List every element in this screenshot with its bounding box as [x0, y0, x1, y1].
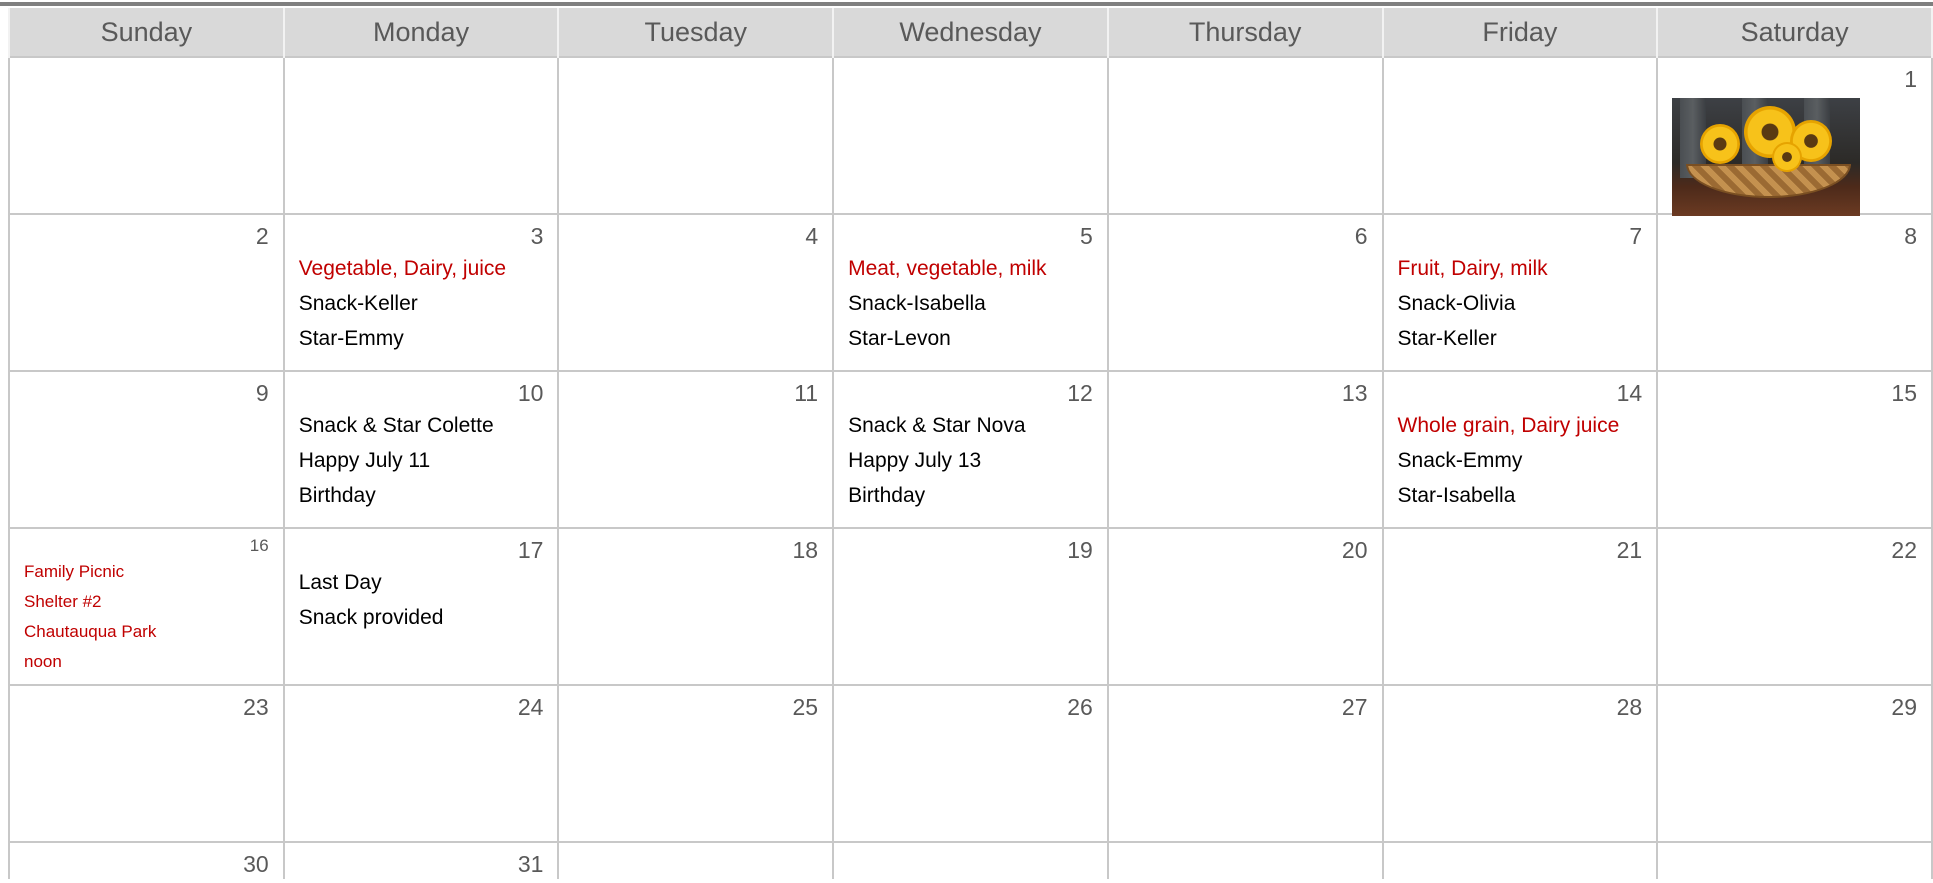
day-cell-content	[10, 686, 283, 841]
event-text: Vegetable, Dairy, juice	[298, 257, 507, 280]
event-text: Star-Keller	[1397, 327, 1497, 350]
day-cell-content	[285, 529, 558, 684]
day-cell[interactable]	[284, 842, 559, 879]
day-cell[interactable]	[284, 371, 559, 528]
day-number: 25	[792, 694, 819, 720]
day-cell[interactable]	[833, 57, 1108, 214]
event-text: Snack & Star Colette	[298, 414, 494, 437]
event-text: Happy July 11	[298, 449, 431, 472]
day-number: 3	[530, 223, 544, 249]
event-text: Star-Levon	[848, 327, 951, 350]
week-row	[9, 57, 1932, 214]
day-cell[interactable]	[9, 214, 284, 371]
day-number	[1398, 849, 1643, 879]
day-number	[1123, 849, 1368, 879]
day-number: 4	[805, 223, 819, 249]
day-cell[interactable]	[284, 214, 559, 371]
day-cell[interactable]	[558, 214, 833, 371]
day-cell-content	[1384, 58, 1657, 213]
week-row	[9, 371, 1932, 528]
day-cell-content	[834, 843, 1107, 879]
event-text: Star-Emmy	[298, 327, 404, 350]
day-cell-content	[10, 58, 283, 213]
day-cell-content	[834, 215, 1107, 370]
event-text: Star-Isabella	[1397, 484, 1516, 507]
day-cell[interactable]	[284, 57, 559, 214]
day-number: 21	[1616, 537, 1643, 563]
event-text: Fruit, Dairy, milk	[1397, 257, 1548, 280]
day-number: 15	[1891, 380, 1917, 406]
day-cell[interactable]	[1657, 842, 1932, 879]
day-cell-content	[1109, 529, 1382, 684]
day-cell[interactable]	[833, 214, 1108, 371]
day-cell-content	[10, 843, 283, 879]
day-cell[interactable]	[1383, 685, 1658, 842]
day-cell-content	[1109, 58, 1382, 213]
event-text: Birthday	[298, 484, 376, 507]
day-number: 28	[1616, 694, 1643, 720]
day-number: 20	[1341, 537, 1368, 563]
day-cell[interactable]	[1108, 528, 1383, 685]
event-text: Snack-Olivia	[1397, 292, 1516, 315]
weekday-header: Saturday	[1657, 8, 1932, 57]
day-number: 10	[517, 380, 544, 406]
day-cell[interactable]	[558, 685, 833, 842]
day-cell[interactable]	[1108, 371, 1383, 528]
day-cell[interactable]	[1108, 685, 1383, 842]
event-text: Snack provided	[298, 606, 444, 629]
event-text: Chautauqua Park	[24, 622, 157, 641]
day-cell[interactable]	[558, 371, 833, 528]
day-cell-content	[1384, 843, 1657, 879]
day-cell-content	[285, 372, 558, 527]
day-cell[interactable]	[284, 528, 559, 685]
day-cell-content	[10, 372, 283, 527]
day-cell[interactable]	[1108, 214, 1383, 371]
day-cell[interactable]	[1657, 528, 1932, 685]
weekday-header: Tuesday	[558, 8, 833, 57]
day-cell[interactable]	[284, 685, 559, 842]
day-cell-content	[1384, 686, 1657, 841]
day-cell-content	[559, 843, 832, 879]
day-number: 9	[255, 380, 269, 406]
day-cell-content	[1658, 372, 1931, 527]
day-number: 5	[1080, 223, 1093, 249]
day-cell-content	[559, 372, 832, 527]
event-text: Family Picnic	[24, 562, 125, 581]
weekday-header: Monday	[284, 8, 559, 57]
event-text: Snack-Keller	[298, 292, 418, 315]
day-number: 29	[1891, 694, 1917, 720]
day-number: 24	[517, 694, 544, 720]
day-cell-content	[559, 686, 832, 841]
day-cell[interactable]	[833, 528, 1108, 685]
day-cell-content	[285, 686, 558, 841]
day-number	[573, 64, 818, 94]
day-number: 1	[1904, 66, 1917, 92]
day-cell[interactable]	[1383, 214, 1658, 371]
weekday-header: Sunday	[9, 8, 284, 57]
event-text: Shelter #2	[24, 592, 102, 611]
event-text: Snack-Isabella	[848, 292, 986, 315]
day-cell[interactable]	[1108, 57, 1383, 214]
day-number	[848, 849, 1093, 879]
day-cell-content	[559, 58, 832, 213]
weekday-header-row	[9, 8, 1932, 57]
day-number: 23	[243, 694, 269, 720]
day-cell[interactable]	[9, 842, 284, 879]
day-cell[interactable]	[1108, 842, 1383, 879]
day-cell[interactable]	[1383, 842, 1658, 879]
day-number: 8	[1904, 223, 1917, 249]
day-cell-content	[1658, 686, 1931, 841]
day-cell[interactable]	[558, 57, 833, 214]
day-number: 7	[1629, 223, 1643, 249]
day-cell-content	[1384, 372, 1657, 527]
day-cell-content	[1658, 843, 1931, 879]
week-row	[9, 528, 1932, 685]
day-cell-content	[1658, 58, 1931, 213]
day-number: 14	[1616, 380, 1643, 406]
day-number: 22	[1891, 537, 1917, 563]
day-cell-content	[1109, 686, 1382, 841]
day-cell-content	[285, 215, 558, 370]
day-cell-content	[559, 215, 832, 370]
day-number	[24, 64, 269, 94]
week-row	[9, 214, 1932, 371]
event-text: Happy July 13	[848, 449, 982, 472]
day-cell-content	[1384, 215, 1657, 370]
event-text: noon	[24, 652, 62, 671]
day-cell[interactable]	[9, 685, 284, 842]
weekday-header: Thursday	[1108, 8, 1383, 57]
day-cell[interactable]	[9, 57, 284, 214]
day-cell[interactable]	[833, 685, 1108, 842]
day-number: 6	[1354, 223, 1368, 249]
day-number	[1123, 64, 1368, 94]
day-number	[1398, 64, 1643, 94]
day-cell-content	[1109, 372, 1382, 527]
day-cell[interactable]	[558, 528, 833, 685]
day-number: 13	[1341, 380, 1368, 406]
day-cell[interactable]	[1657, 685, 1932, 842]
day-number: 26	[1067, 694, 1093, 720]
day-cell-content	[834, 529, 1107, 684]
day-number: 18	[792, 537, 819, 563]
event-text: Whole grain, Dairy juice	[1397, 414, 1620, 437]
event-text: Meat, vegetable, milk	[848, 257, 1047, 280]
day-cell-content	[285, 843, 558, 879]
day-cell[interactable]	[1383, 371, 1658, 528]
calendar-body	[9, 57, 1932, 879]
day-number: 31	[517, 851, 544, 877]
day-cell[interactable]	[1657, 57, 1932, 214]
day-number: 17	[517, 537, 544, 563]
event-text: Last Day	[298, 571, 382, 594]
day-cell[interactable]	[1383, 57, 1658, 214]
day-number: 11	[794, 380, 819, 406]
day-cell-content	[1658, 529, 1931, 684]
day-cell-content	[285, 58, 558, 213]
event-text: Snack-Emmy	[1397, 449, 1523, 472]
day-cell-content	[834, 58, 1107, 213]
top-rule	[0, 2, 1933, 6]
day-number	[299, 64, 544, 94]
sunflower-basket-photo	[1672, 98, 1860, 216]
event-text: Snack & Star Nova	[848, 414, 1026, 437]
day-number	[1672, 849, 1917, 879]
day-cell-content	[834, 372, 1107, 527]
week-row	[9, 685, 1932, 842]
day-cell[interactable]	[833, 842, 1108, 879]
week-row	[9, 842, 1932, 879]
day-cell-content	[1658, 215, 1931, 370]
day-cell-content	[10, 529, 283, 684]
month-calendar	[8, 8, 1933, 879]
day-cell-content	[1109, 843, 1382, 879]
day-number	[848, 64, 1093, 94]
day-cell[interactable]	[9, 371, 284, 528]
day-number: 19	[1067, 537, 1093, 563]
day-cell-content	[1384, 529, 1657, 684]
day-number: 2	[255, 223, 269, 249]
day-cell[interactable]	[1657, 214, 1932, 371]
day-cell-content	[559, 529, 832, 684]
day-cell[interactable]	[9, 528, 284, 685]
day-cell-content	[1109, 215, 1382, 370]
day-cell[interactable]	[833, 371, 1108, 528]
day-number: 27	[1341, 694, 1368, 720]
day-number: 12	[1067, 380, 1093, 406]
day-cell[interactable]	[558, 842, 833, 879]
day-cell-content	[834, 686, 1107, 841]
day-number: 16	[249, 536, 269, 555]
weekday-header: Friday	[1383, 8, 1658, 57]
day-cell-content	[10, 215, 283, 370]
event-text: Birthday	[848, 484, 926, 507]
day-number	[573, 849, 818, 879]
day-cell[interactable]	[1657, 371, 1932, 528]
weekday-header: Wednesday	[833, 8, 1108, 57]
day-cell[interactable]	[1383, 528, 1658, 685]
day-number: 30	[243, 851, 269, 877]
